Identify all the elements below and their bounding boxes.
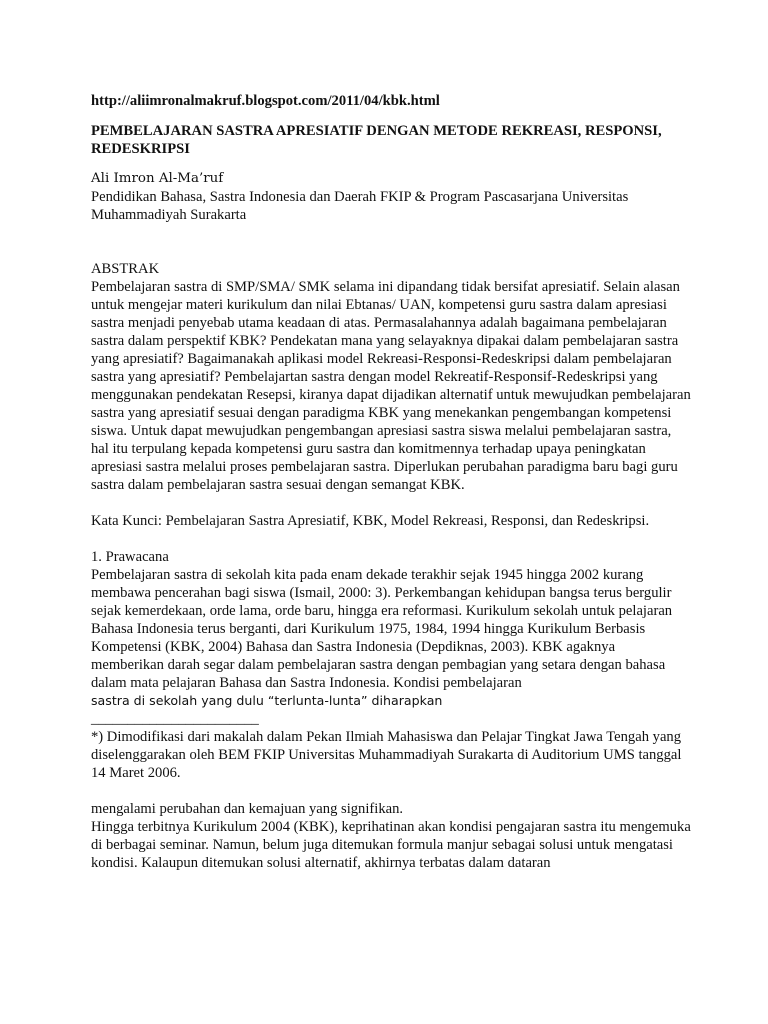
section-body-continuation: sastra di sekolah yang dulu “terlunta-lunta” diharapkan: [91, 693, 443, 708]
footnote-rule: _______________________: [91, 711, 259, 727]
article-title: PEMBELAJARAN SASTRA APRESIATIF DENGAN METODE REKREASI, RESPONSI, REDESKRIPSI: [91, 123, 662, 157]
section-body: Pembelajaran sastra di sekolah kita pada enam dekade terakhir sejak 1945 hingga 2002 kurang membawa pencerahan bagi siswa (Ismail, 2000: 3). Perkembangan kehidupan bangsa terus bergulir sejak kemerdekaan, orde lama, orde baru, hingga era reformasi. Kurikulum sekolah untuk pelajaran Bahasa Indonesia terus berganti, dari Kurikulum 1975, 1984, 1994 hingga Kurikulum Berbasis Kompetensi (KBK, 2004) Bahasa dan Sastra Indonesia (Depdiknas, 2003). KBK agaknya memberikan darah segar dalam pembelajaran sastra dengan pembagian yang setara dengan bahasa dalam mata pelajaran Bahasa dan Sastra Indonesia. Kondisi pembelajaran: [91, 567, 673, 691]
page-continuation-body: Hingga terbitnya Kurikulum 2004 (KBK), keprihatinan akan kondisi pengajaran sastra itu mengemuka di berbagai seminar. Namun, belum juga ditemukan formula manjur sebagai solusi untuk mengatasi kondisi. Kalaupun ditemukan solusi alternatif, akhirnya terbatas dalam dataran: [91, 819, 691, 871]
author-affiliation: Pendidikan Bahasa, Sastra Indonesia dan Daerah FKIP & Program Pascasarjana Universitas Muhammadiyah Surakarta: [91, 189, 629, 223]
page-continuation-line: mengalami perubahan dan kemajuan yang signifikan.: [91, 801, 404, 817]
document-content: [91, 92, 691, 872]
source-url: http://aliimronalmakruf.blogspot.com/2011/04/kbk.html: [91, 93, 440, 109]
abstract-heading: ABSTRAK: [91, 261, 160, 277]
author-name: Ali Imron Al-Ma’ruf: [91, 171, 224, 186]
author-block: [91, 170, 691, 224]
keywords: Kata Kunci: Pembelajaran Sastra Apresiatif, KBK, Model Rekreasi, Responsi, dan Redeskripsi.: [91, 513, 650, 529]
section-heading-prawacana: 1. Prawacana: [91, 549, 169, 565]
footnote-text: *) Dimodifikasi dari makalah dalam Pekan Ilmiah Mahasiswa dan Pelajar Tingkat Jawa Tengah yang diselenggarakan oleh BEM FKIP Universitas Muhammadiyah Surakarta di Auditorium UMS tanggal 14 Maret 2006.: [91, 729, 682, 781]
abstract-body: Pembelajaran sastra di SMP/SMA/ SMK selama ini dipandang tidak bersifat apresiatif. Selain alasan untuk mengejar materi kurikulum dan nilai Ebtanas/ UAN, kompetensi guru sastra dalam apresiasi sastra menjadi penyebab utama keadaan di atas. Permasalahannya adalah bagaimana pembelajaran sastra dalam perspektif KBK? Pendekatan mana yang selayaknya dipakai dalam pembelajaran sastra yang apresiatif? Bagaimanakah aplikasi model Rekreasi-Responsi-Redeskripsi dalam pembelajaran sastra yang apresiatif? Pembelajartan sastra dengan model Rekreatif-Responsif-Redeskripsi yang menggunakan pendekatan Resepsi, kiranya dapat dijadikan alternatif untuk mewujudkan pembelajaran sastra yang apresiatif sesuai dengan paradigma KBK yang menekankan pengembangan kompetensi siswa. Untuk dapat mewujudkan pengembangan apresiasi sastra siswa melalui pembelajaran sastra, hal itu terpulang kepada kompetensi guru sastra dan komitmennya terhadap upaya peningkatan apresiasi sastra melalui proses pembelajaran sastra. Diperlukan perubahan paradigma baru bagi guru sastra dalam pembelajaran sastra sesuai dengan semangat KBK.: [91, 279, 691, 493]
